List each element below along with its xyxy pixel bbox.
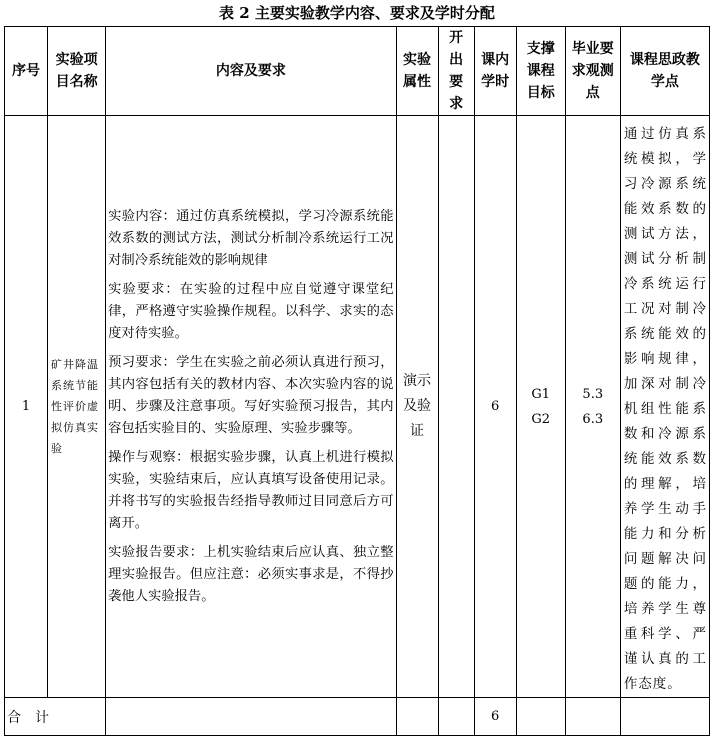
total-grad [565, 698, 620, 736]
row-goals [516, 116, 565, 698]
header-required-text: 开出要求 [449, 30, 464, 112]
row-ideo: 通过仿真系统模拟，学习冷源系统能效系数的测试方法，测试分析制冷系统运行工况对制冷系统能效的影响规律，加深对制冷机组性能系数和冷源系统能效系数的理解，培养学生动手能力和分析问题解决问题的能力，培养学生尊重科学、严谨认真的工作态度。 [620, 116, 709, 698]
grad-item: 6.3 [582, 411, 604, 427]
header-goal-text: 支撑课程目标 [526, 41, 555, 101]
row-content [106, 116, 396, 698]
content-paragraph: 操作与观察：根据实验步骤，认真上机进行模拟实验，实验结束后，应认真填写设备使用记录。并将书写的实验报告经指导教师过目同意后方可离开。 [108, 449, 394, 531]
total-attr [396, 698, 438, 736]
grad-item: 5.3 [582, 386, 604, 402]
header-name-text: 实验项目名称 [55, 52, 98, 90]
content-paragraph: 实验报告要求：上机实验结束后应认真、独立整理实验报告。但应注意：必须实事求是，不得抄袭他人实验报告。 [108, 544, 394, 604]
header-attr [396, 27, 438, 116]
header-grad [565, 27, 620, 116]
header-content: 内容及要求 [106, 27, 396, 116]
row-name: 矿井降温系统节能性评价虚拟仿真实验 [48, 116, 106, 698]
goal-item: G2 [531, 411, 551, 427]
row-attr-text: 演示及验证 [403, 373, 432, 439]
header-row [5, 27, 710, 116]
header-goal [516, 27, 565, 116]
header-grad-text: 毕业要求观测点 [571, 41, 614, 101]
total-goal [516, 698, 565, 736]
header-hours-text: 课内学时 [481, 52, 510, 90]
row-no: 1 [5, 116, 48, 698]
row-hours: 6 [474, 116, 516, 698]
total-row [5, 698, 710, 736]
total-required [438, 698, 474, 736]
total-content [106, 698, 396, 736]
header-ideo-text: 课程思政教学点 [629, 52, 700, 90]
header-required [438, 27, 474, 116]
row-grads [565, 116, 620, 698]
header-ideo [620, 27, 709, 116]
table-title: 表 2 主要实验教学内容、要求及学时分配 [219, 4, 495, 22]
header-name [48, 27, 106, 116]
total-ideo [620, 698, 709, 736]
experiment-table [4, 26, 710, 736]
content-paragraph: 实验内容：通过仿真系统模拟，学习冷源系统能效系数的测试方法，测试分析制冷系统运行工况对制冷系统能效的影响规律 [108, 208, 394, 268]
content-paragraph: 实验要求：在实验的过程中应自觉遵守课堂纪律，严格遵守实验操作规程。以科学、求实的态度对待实验。 [108, 281, 394, 341]
goal-item: G1 [531, 386, 551, 402]
table-row [5, 116, 710, 698]
total-hours: 6 [474, 698, 516, 736]
header-hours [474, 27, 516, 116]
row-required [438, 116, 474, 698]
header-no: 序号 [5, 27, 48, 116]
content-paragraph: 预习要求：学生在实验之前必须认真进行预习，其内容包括有关的教材内容、本次实验内容的说明、步骤及注意事项。写好实验预习报告，其内容包括实验目的、实验原理、实验步骤等。 [108, 354, 394, 436]
header-attr-text: 实验属性 [403, 52, 432, 90]
total-label: 合计 [5, 698, 106, 736]
row-attr [396, 116, 438, 698]
